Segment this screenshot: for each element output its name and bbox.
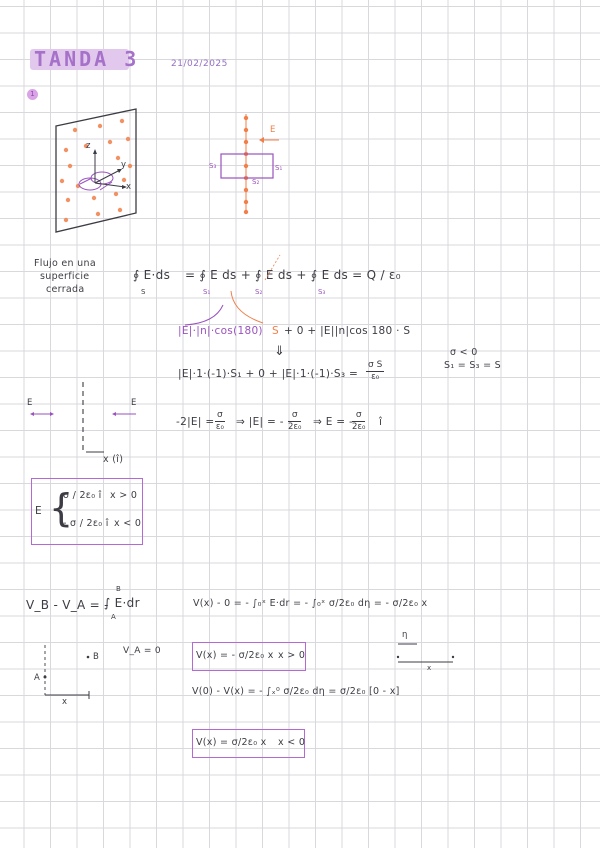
- box1-expr: V(x) = - σ/2ε₀ x: [196, 650, 274, 661]
- line3-frac1: $\frac{\sigma}{\text{ε₀}}$: [215, 410, 224, 432]
- side-note-surfaces: S₁ = S₃ = S: [444, 360, 502, 371]
- axis-x-label: x: [126, 182, 132, 192]
- field-direction-diagram: [28, 380, 163, 460]
- potential-line2: V(0) - V(x) = - ∫ₓ⁰ σ/2ε₀ dη = σ/2ε₀ [0 - x]: [192, 686, 400, 697]
- flux-label-line3: cerrada: [46, 284, 85, 295]
- axis-z-label: z: [86, 141, 91, 151]
- potential-diagram: [33, 645, 98, 700]
- potential-def-integral: ∫ E·dr: [104, 596, 140, 610]
- implies-arrow: ⇓: [274, 344, 286, 359]
- arrows-to-expansion: [175, 285, 285, 330]
- piecewise-case2: - σ / 2ε₀ î: [63, 518, 109, 529]
- charged-plane-figure: [50, 106, 145, 236]
- gauss-sub-s2: S₂: [255, 288, 263, 296]
- side-note-sigma: σ < 0: [450, 347, 478, 358]
- page-title: TANDA 3: [34, 47, 140, 71]
- potential-va-zero: V_A = 0: [123, 646, 161, 656]
- field-axis-label: x (î): [103, 454, 124, 465]
- expansion-purple: |E|·|n|·cos(180): [178, 325, 263, 337]
- line3-b: ⇒ |E| = -: [236, 416, 284, 428]
- gauss-sub-s3: S₃: [318, 288, 326, 296]
- line3-a: -2|E| =: [176, 416, 215, 428]
- line3-frac3: $\frac{\sigma}{\text{2ε₀}}$: [352, 410, 366, 432]
- box2-expr: V(x) = σ/2ε₀ x: [196, 737, 267, 748]
- surface-s2-label: S₂: [252, 178, 260, 186]
- diagram-a-label: A: [34, 673, 40, 683]
- field-piecewise-box: [31, 478, 143, 545]
- line2-denominator: ε₀: [371, 372, 380, 382]
- surface-s1-label: S₁: [275, 164, 283, 172]
- box2-cond: x < 0: [278, 737, 306, 748]
- line3-frac2: $\frac{\sigma}{\text{2ε₀}}$: [288, 410, 302, 432]
- field-e-label: E: [270, 125, 276, 135]
- gauss-sub-s: S: [141, 288, 146, 296]
- diagram-x-label: x: [62, 697, 68, 707]
- piecewise-case1-cond: x > 0: [110, 490, 138, 501]
- axis-y-label: y: [121, 160, 127, 170]
- surface-s3-label: S₃: [209, 162, 217, 170]
- expansion-orange: S: [272, 325, 279, 337]
- flux-label-line2: superficie: [40, 271, 90, 282]
- piecewise-brace: {: [49, 486, 74, 530]
- potential-def-lhs: V_B - V_A = -: [26, 598, 109, 612]
- gauss-equation: = ∮ E ds + ∮ E ds + ∮ E ds = Q / ε₀: [185, 268, 401, 282]
- piecewise-case1: σ / 2ε₀ î: [63, 490, 102, 501]
- eta-x-label: x: [427, 664, 432, 672]
- date: 21/02/2025: [171, 59, 228, 69]
- field-left-label: E: [27, 398, 33, 408]
- piecewise-e-label: E: [35, 505, 42, 517]
- eta-label: η: [402, 630, 408, 640]
- line3-c: ⇒ E = -: [313, 416, 354, 428]
- integral-lower-a: A: [111, 613, 116, 621]
- box1-cond: x > 0: [278, 650, 306, 661]
- field-right-label: E: [131, 398, 137, 408]
- potential-line1: V(x) - 0 = - ∫₀ˣ E·dr = - ∫₀ˣ σ/2ε₀ dη = - σ/2ε₀ x: [193, 598, 428, 609]
- exercise-number-badge: 1: [27, 89, 38, 100]
- line3-ihat: î: [379, 416, 383, 428]
- equation-line2: |E|·1·(-1)·S₁ + 0 + |E|·1·(-1)·S₃ =: [178, 368, 359, 380]
- gauss-lhs: ∮ E·ds: [133, 268, 171, 282]
- expansion-rest: + 0 + |E||n|cos 180 · S: [284, 325, 411, 337]
- piecewise-case2-cond: x < 0: [114, 518, 142, 529]
- gauss-sub-s1: S₁: [203, 288, 211, 296]
- line2-numerator: σ S: [368, 360, 383, 370]
- integral-upper-b: B: [116, 585, 121, 593]
- diagram-b-label: B: [93, 652, 99, 662]
- line2-fraction: [366, 360, 384, 383]
- flux-label-line1: Flujo en una: [34, 258, 96, 269]
